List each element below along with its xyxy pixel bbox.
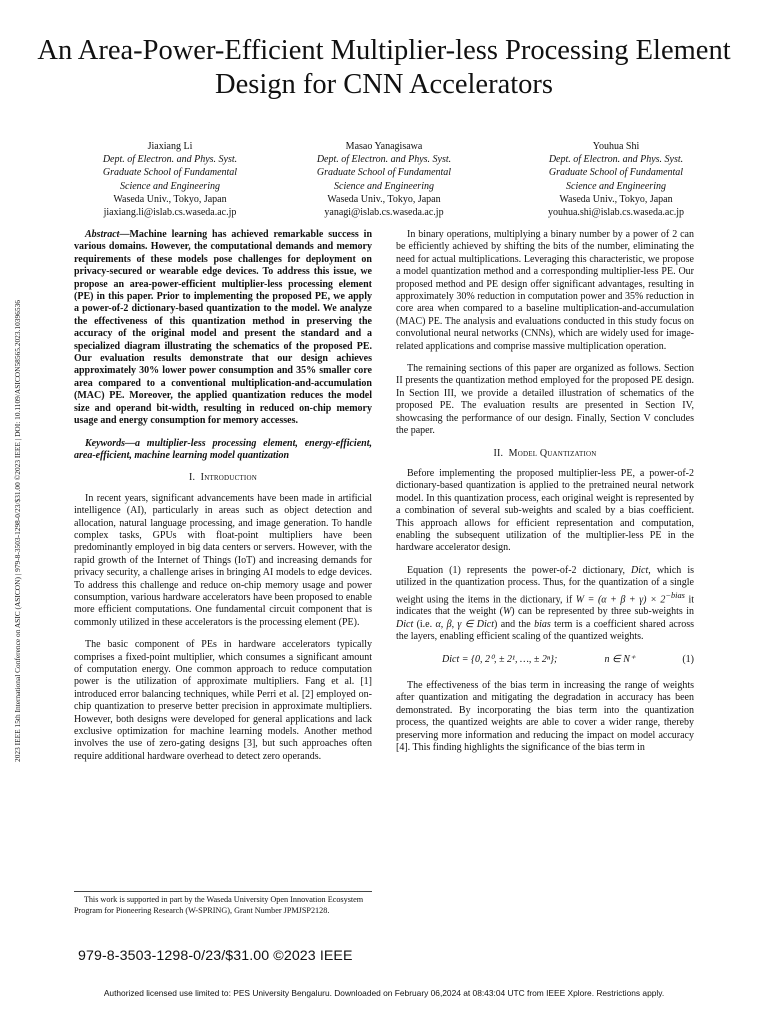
- author-email: jiaxiang.li@islab.cs.waseda.ac.jp: [103, 207, 237, 219]
- math-run: Dict: [631, 564, 649, 576]
- author-email: youhua.shi@islab.cs.waseda.ac.jp: [547, 207, 685, 219]
- text-run: it indicates that the weight (: [396, 593, 695, 618]
- keywords-label: Keywords: [85, 437, 125, 449]
- intro-paragraph-1: In recent years, significant advancements have been made in artificial intelligence (AI), particularly in areas such as object detection and allocation, natural language processing, and image generation. To handle complex tasks, GPUs with float-point multipliers have been predominantly employed in big data centers or servers. However, with the rapid growth of the Internet of Things (IoT) and increasing demands for privacy security, a challenge arises in bringing AI models to edge devices. To address this challenge and reduce on-chip memory usage and power consumption, various hardware accelerators have been proposed to enable more efficient computations. One fundamental circuit component that is commonly utilized in these accelerators is the processing element (PE).: [74, 492, 372, 628]
- author-univ: Waseda Univ., Tokyo, Japan: [327, 193, 441, 205]
- text-run: , which is utilized in the quantization process. Thus, for the quantization of a single weight using the items in the dictionary, if: [396, 564, 694, 605]
- author-block-3: [496, 140, 736, 219]
- keywords-text: —a multiplier-less processing element, energy-efficient, area-efficient, machine learning model quantization: [74, 437, 372, 461]
- section-number: I.: [189, 472, 196, 484]
- author-name: Masao Yanagisawa: [345, 141, 423, 152]
- author-school: Graduate School of Fundamental: [102, 167, 238, 179]
- isbn-line: 979-8-3503-1298-0/23/$31.00 ©2023 IEEE: [78, 948, 353, 964]
- math-run: bias: [534, 618, 551, 630]
- math-run: Dict: [396, 618, 414, 630]
- math-run: −bias: [665, 590, 685, 600]
- equation-lhs: Dict = {0, 2⁰, ± 2¹, …, ± 2ⁿ};: [442, 653, 558, 665]
- math-run: α, β, γ ∈ Dict: [435, 618, 495, 630]
- section-heading-quantization: [396, 448, 694, 460]
- author-name: Jiaxiang Li: [147, 141, 193, 152]
- right-paragraph-5: The effectiveness of the bias term in increasing the range of weights after quantization and mitigating the degradation in accuracy has been demonstrated. By incorporating the bias term into the quantization process, the quantized weights are able to cover a wider range, thereby preserving more information and reducing the impact on model accuracy [4]. This finding highlights the significance of the bias term in: [396, 679, 694, 753]
- section-title: Introduction: [200, 472, 257, 484]
- author-univ: Waseda Univ., Tokyo, Japan: [559, 193, 673, 205]
- right-paragraph-1: In binary operations, multiplying a binary number by a power of 2 can be efficiently achieved by shifting the bits of the number, eliminating the need for actual multiplications. Leveraging this characteristic, we propose a model quantization method and a corresponding multiplier-less PE. Our proposed method and PE design offer significant advantages, resulting in approximately 30% reduction in computation power and 35% reduction in core area when compared to a baseline multiplication-and-accumulation (MAC) PE. The analysis and evaluations conducted in this study focus on convolutional neural networks (CNNs), which are widely used for image-related applications and comprise massive multiplication operation.: [396, 229, 694, 352]
- footnote-rule: [74, 891, 372, 892]
- author-name: Youhua Shi: [592, 141, 640, 152]
- equation-number: (1): [682, 653, 694, 665]
- text-run: term is a coefficient shared across the layers, enabling efficient scaling of the quantized weights.: [396, 618, 694, 643]
- math-run: W = (α + β + γ) × 2: [575, 593, 666, 605]
- right-column: [396, 229, 694, 764]
- author-email: yanagi@islab.cs.waseda.ac.jp: [324, 207, 444, 219]
- abstract-text: —Machine learning has achieved remarkable success in various domains. However, the computational demands and memory requirements of these models pose challenges for deployment on privacy-secured or wearable edge devices. To address this issue, we propose an area-power-efficient multiplier-less processing element (PE) in this paper. Prior to implementing the proposed PE, we apply a power-of-2 dictionary-based quantization to the model. We analyze the effectiveness of this quantization method in preserving the accuracy of the original model and present the standard and a specialized diagram illustrating the schematics of the proposed PE. Our evaluation results demonstrate that our design achieves approximately 30% lower power consumption and 35% smaller core area compared to a conventional multiplication-and-accumulation (MAC) PE. Moreover, the applied quantization reduces the model size and operand bit-width, resulting in reduced on-chip memory usage and energy consumption for memory accesses.: [74, 229, 372, 427]
- author-school: Science and Engineering: [334, 180, 434, 192]
- text-run: ) and the: [494, 618, 535, 630]
- left-column: [74, 229, 372, 773]
- math-run: W: [502, 606, 512, 618]
- footnote: This work is supported in part by the Waseda University Open Innovation Ecosystem Program for Pioneering Research (W-SPRING), Grant Number JPMJSP2128.: [74, 895, 364, 915]
- section-number: II.: [493, 447, 504, 459]
- doi-sidebar-text: 2023 IEEE 15th International Conference on ASIC (ASICON) | 979-8-3503-1298-0/23/$31.00 ©2023 IEEE | DOI: 10.1109/ASICON58565.2023.10396536: [13, 300, 22, 762]
- author-school: Science and Engineering: [120, 180, 220, 192]
- author-block-2: [264, 140, 504, 219]
- author-dept: Dept. of Electron. and Phys. Syst.: [102, 154, 238, 166]
- text-run: ) can be represented by three sub-weights in: [511, 606, 694, 618]
- doi-sidebar: [8, 186, 28, 886]
- author-block-1: [50, 140, 290, 219]
- keywords: [74, 438, 372, 463]
- section-title: Model Quantization: [508, 447, 597, 459]
- author-school: Science and Engineering: [566, 180, 666, 192]
- text-run: (i.e.: [413, 618, 436, 630]
- equation-1: [396, 654, 694, 666]
- text-run: Equation (1) represents the power-of-2 dictionary,: [407, 564, 632, 576]
- intro-paragraph-2: The basic component of PEs in hardware accelerators typically comprises a fixed-point multiplier, which consumes a significant amount of computation energy. One common approach to reduce computation power is the utilization of approximate multipliers. Fang et al. [1] introduced error balancing techniques, while Perri et al. [2] employed on-chip quantization to preserve better precision in approximate multipliers. However, both designs were developed for general applications and lack exclusive optimization for machine learning models. Another method involves the use of zero-gating designs [3], but such approaches often require additional hardware overhead to detect zero operands.: [74, 639, 372, 762]
- abstract-label: Abstract: [85, 229, 120, 240]
- author-school: Graduate School of Fundamental: [316, 167, 452, 179]
- right-paragraph-3: Before implementing the proposed multiplier-less PE, a power-of-2 dictionary-based quantization is applied to the pretrained neural network model. In this quantization process, each original weight is represented by a combination of several sub-weights and scaled by a bias coefficient. This approach allows for efficient representation and computation, enabling the subsequent utilization of the multiplier-less PE in the hardware accelerator design.: [396, 467, 694, 554]
- author-univ: Waseda Univ., Tokyo, Japan: [113, 193, 227, 205]
- abstract: [74, 229, 372, 428]
- license-notice: Authorized licensed use limited to: PES University Bengaluru. Downloaded on February 06,2024 at 08:43:04 UTC from IEEE Xplore. Restrictions apply.: [103, 988, 665, 998]
- author-dept: Dept. of Electron. and Phys. Syst.: [316, 154, 452, 166]
- author-school: Graduate School of Fundamental: [548, 167, 684, 179]
- right-paragraph-2: The remaining sections of this paper are organized as follows. Section II presents the quantization method employed for the proposed PE design. In Section III, we provide a detailed illustration of schematics of the proposed PE. The evaluation results are presented in Section IV, showcasing the performance of our design. Finally, Section V concludes the paper.: [396, 363, 694, 437]
- section-heading-intro: [74, 472, 372, 484]
- right-paragraph-4: [396, 565, 694, 644]
- author-dept: Dept. of Electron. and Phys. Syst.: [548, 154, 684, 166]
- paper-title: An Area-Power-Efficient Multiplier-less Processing Element Design for CNN Accelerators: [37, 35, 731, 100]
- equation-condition: n ∈ N⁺: [604, 653, 636, 665]
